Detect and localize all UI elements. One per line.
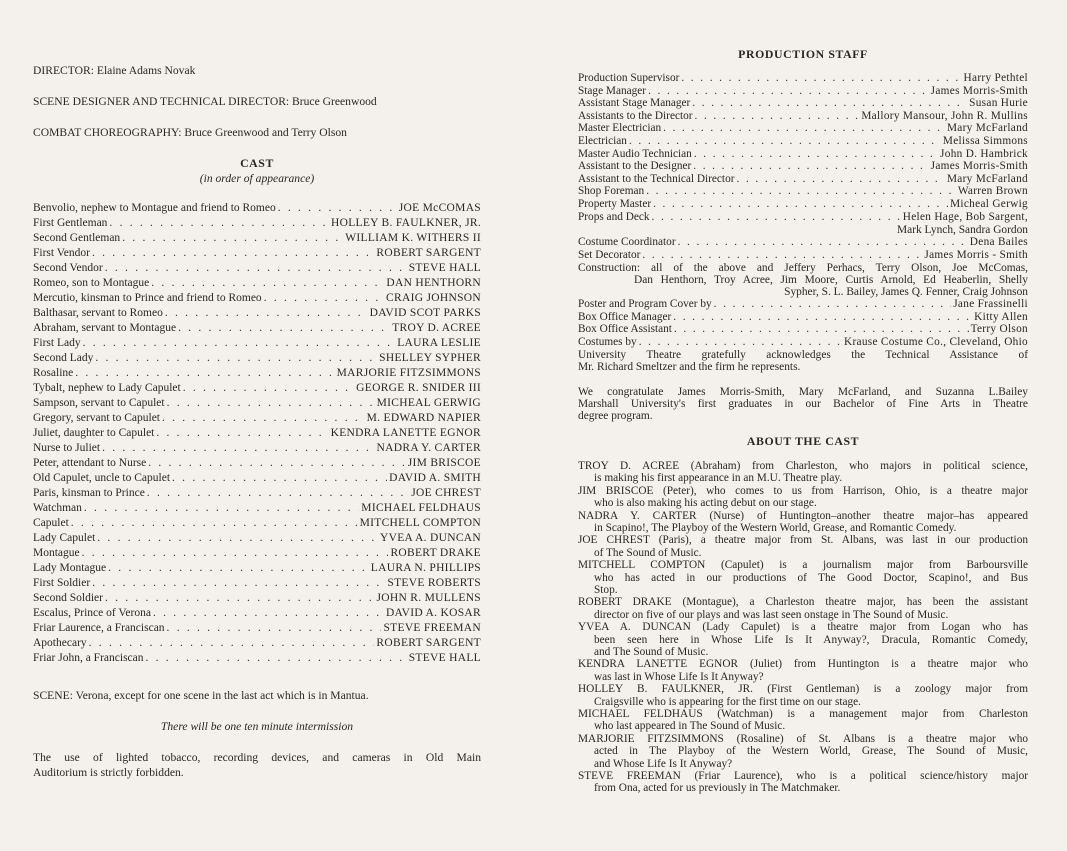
cast-bio-line: JOE CHREST (Paris), a theatre major from St. Albans, was last in our production bbox=[578, 534, 1028, 547]
dot-leader bbox=[167, 622, 382, 634]
staff-name: Susan Hurie bbox=[969, 97, 1028, 110]
staff-row bbox=[578, 160, 1028, 173]
staff-row bbox=[578, 110, 1028, 123]
cast-actor: MITCHELL COMPTON bbox=[359, 517, 481, 529]
cast-role: Nurse to Juliet bbox=[33, 442, 101, 454]
cast-row bbox=[33, 232, 481, 247]
staff-name: Helen Hage, Bob Sargent, bbox=[902, 210, 1028, 223]
cast-role: Old Capulet, uncle to Capulet bbox=[33, 472, 171, 484]
dot-leader bbox=[146, 652, 407, 664]
cast-role: Second Lady bbox=[33, 352, 94, 364]
cast-actor: DAVID A. SMITH bbox=[389, 472, 481, 484]
cast-row bbox=[33, 517, 481, 532]
staff-name: Warren Brown bbox=[957, 185, 1028, 198]
cast-bio-line: NADRA Y. CARTER (Nurse) of Huntington–another theatre major–has appeared bbox=[578, 509, 1028, 522]
cast-role: Tybalt, nephew to Lady Capulet bbox=[33, 382, 181, 394]
staff-row bbox=[578, 311, 1028, 324]
dot-leader bbox=[264, 292, 384, 304]
cast-role: Montague bbox=[33, 547, 80, 559]
dot-leader bbox=[95, 352, 377, 364]
staff-role: Props and Deck bbox=[578, 210, 650, 223]
dot-leader bbox=[737, 173, 945, 185]
cast-role: Lady Montague bbox=[33, 562, 107, 574]
cast-role: Romeo, son to Montague bbox=[33, 277, 150, 289]
cast-bio-line: TROY D. ACREE (Abraham) from Charleston, who majors in political science, bbox=[578, 460, 1028, 472]
dot-leader bbox=[92, 247, 374, 259]
staff-role: Set Decorator bbox=[578, 248, 641, 261]
cast-bio bbox=[578, 658, 1028, 683]
cast-actor: M. EDWARD NAPIER bbox=[366, 412, 481, 424]
staff-row bbox=[578, 298, 1028, 311]
cast-bio-line: STEVE FREEMAN (Friar Laurence), who is a political science/history major bbox=[578, 770, 1028, 782]
dot-leader bbox=[674, 323, 969, 335]
cast-bio-line: who last appeared in The Sound of Music. bbox=[594, 720, 786, 733]
cast-bio-line: JIM BRISCOE (Peter), who comes to us from Harrison, Ohio, is a theatre major bbox=[578, 484, 1028, 497]
dot-leader bbox=[646, 185, 956, 197]
cast-bio-line: KENDRA LANETTE EGNOR (Juliet) from Huntington is a theatre major who bbox=[578, 658, 1028, 671]
staff-role: Shop Foreman bbox=[578, 185, 645, 198]
cast-row bbox=[33, 427, 481, 442]
staff-name: Mary McFarland bbox=[946, 172, 1028, 185]
cast-role: Second Vendor bbox=[33, 262, 103, 274]
staff-role: Property Master bbox=[578, 197, 652, 210]
cast-bio-line: in Scapino!, The Playboy of the Western World, Grease, and Romantic Comedy. bbox=[594, 522, 957, 534]
dot-leader bbox=[663, 122, 945, 134]
cast-actor: CRAIG JOHNSON bbox=[386, 292, 481, 304]
cast-role: Apothecary bbox=[33, 637, 87, 649]
cast-bio-line: and The Sound of Music. bbox=[594, 646, 709, 658]
cast-actor: STEVE HALL bbox=[408, 652, 481, 664]
director-line: DIRECTOR: Elaine Adams Novak bbox=[33, 64, 196, 77]
staff-row bbox=[578, 85, 1028, 98]
staff-name: Kitty Allen bbox=[974, 310, 1028, 323]
cast-role: First Soldier bbox=[33, 577, 91, 589]
cast-row bbox=[33, 577, 481, 592]
cast-bio-line: Craigsville who is appearing for the first time on our stage. bbox=[594, 695, 861, 708]
cast-actor: STEVE FREEMAN bbox=[383, 622, 481, 634]
cast-subheading: (in order of appearance) bbox=[199, 172, 315, 185]
staff-name: Jane Frassinelli bbox=[953, 298, 1028, 310]
cast-bio-line: been seen here in Whose Life Is It Anyway?, Dracula, Romantic Comedy, bbox=[594, 633, 1028, 646]
cast-bio bbox=[578, 621, 1028, 658]
dot-leader bbox=[165, 307, 368, 319]
staff-name: Mallory Mansour, John R. Mullins bbox=[861, 109, 1028, 122]
cast-bio bbox=[578, 596, 1028, 621]
cast-bio-line: who is also making his acting debut on our stage. bbox=[594, 497, 817, 510]
staff-name: Mary McFarland bbox=[946, 122, 1028, 135]
scene-line: SCENE: Verona, except for one scene in the last act which is in Mantua. bbox=[33, 689, 369, 702]
cast-row bbox=[33, 652, 481, 667]
cast-bio-line: and Whose Life Is It Anyway? bbox=[594, 757, 733, 770]
cast-actor: KENDRA LANETTE EGNOR bbox=[330, 427, 481, 439]
staff-role: Box Office Assistant bbox=[578, 323, 672, 336]
intermission-line: There will be one ten minute intermission bbox=[160, 720, 354, 733]
dot-leader bbox=[714, 298, 952, 310]
staff-row bbox=[578, 135, 1028, 148]
staff-row bbox=[578, 173, 1028, 186]
dot-leader bbox=[71, 517, 358, 529]
cast-actor: DAVID A. KOSAR bbox=[385, 607, 481, 619]
cast-actor: MARJORIE FITZSIMMONS bbox=[336, 367, 481, 379]
staff-list-2 bbox=[578, 236, 1028, 261]
cast-role: Second Gentleman bbox=[33, 232, 121, 244]
cast-row bbox=[33, 592, 481, 607]
dot-leader bbox=[167, 397, 375, 409]
staff-row bbox=[578, 122, 1028, 135]
cast-bio-line: HOLLEY B. FAULKNER, JR. (First Gentleman) is a zoology major from bbox=[578, 683, 1028, 696]
cast-row bbox=[33, 502, 481, 517]
dot-leader bbox=[639, 336, 842, 348]
dot-leader bbox=[178, 322, 390, 334]
cast-row bbox=[33, 412, 481, 427]
dot-leader bbox=[147, 487, 409, 499]
cast-actor: WILLIAM K. WITHERS II bbox=[345, 232, 481, 244]
cast-role: Friar John, a Franciscan bbox=[33, 652, 144, 664]
staff-name: James Morris-Smith bbox=[930, 160, 1028, 173]
cast-row bbox=[33, 397, 481, 412]
notice-line-2: Auditorium is strictly forbidden. bbox=[33, 766, 184, 779]
dot-leader bbox=[653, 198, 948, 210]
cast-actor: YVEA A. DUNCAN bbox=[380, 532, 481, 544]
cast-row bbox=[33, 382, 481, 397]
cast-role: Friar Laurence, a Franciscan bbox=[33, 622, 165, 634]
staff-role: Master Audio Technician bbox=[578, 147, 692, 160]
cast-bio bbox=[578, 460, 1028, 485]
dot-leader bbox=[105, 262, 407, 274]
cast-bio bbox=[578, 770, 1028, 795]
dot-leader bbox=[652, 211, 901, 223]
staff-role: Costume Coordinator bbox=[578, 236, 676, 248]
cast-role: Second Soldier bbox=[33, 592, 103, 604]
dot-leader bbox=[153, 607, 384, 619]
staff-row bbox=[578, 236, 1028, 249]
dot-leader bbox=[109, 217, 329, 229]
cast-role: Sampson, servant to Capulet bbox=[33, 397, 165, 409]
cast-actor: STEVE ROBERTS bbox=[387, 577, 481, 589]
staff-name: Dena Bailes bbox=[969, 236, 1028, 248]
staff-role: Costumes by bbox=[578, 335, 637, 348]
scene-designer-line: SCENE DESIGNER AND TECHNICAL DIRECTOR: Bruce Greenwood bbox=[33, 95, 377, 108]
congrats-line-3: degree program. bbox=[578, 410, 653, 422]
staff-name: Terry Olson bbox=[970, 323, 1028, 336]
dot-leader bbox=[108, 562, 369, 574]
dot-leader bbox=[673, 311, 972, 323]
cast-bio bbox=[578, 559, 1028, 596]
cast-row bbox=[33, 307, 481, 322]
cast-role: Lady Capulet bbox=[33, 532, 96, 544]
cast-row bbox=[33, 202, 481, 217]
cast-role: Watchman bbox=[33, 502, 82, 514]
cast-row bbox=[33, 472, 481, 487]
cast-row bbox=[33, 457, 481, 472]
cast-row bbox=[33, 277, 481, 292]
staff-name: Harry Pethtel bbox=[963, 72, 1028, 84]
staff-role: Poster and Program Cover by bbox=[578, 298, 712, 310]
cast-bio bbox=[578, 485, 1028, 510]
cast-row bbox=[33, 247, 481, 262]
staff-row bbox=[578, 336, 1028, 349]
cast-bio-line: director on five of our plays and was last seen onstage in The Sound of Music. bbox=[594, 608, 949, 621]
cast-actor: LAURA N. PHILLIPS bbox=[370, 562, 481, 574]
staff-row bbox=[578, 249, 1028, 262]
dot-leader bbox=[183, 382, 354, 394]
cast-actor: SHELLEY SYPHER bbox=[379, 352, 481, 364]
cast-role: First Vendor bbox=[33, 247, 90, 259]
cast-row bbox=[33, 532, 481, 547]
staff-name: Melissa Simmons bbox=[942, 134, 1028, 147]
cast-bio bbox=[578, 733, 1028, 770]
dot-leader bbox=[151, 277, 384, 289]
cast-actor: JOE McCOMAS bbox=[398, 202, 481, 214]
dot-leader bbox=[692, 97, 967, 109]
dot-leader bbox=[629, 135, 941, 147]
dot-leader bbox=[156, 427, 328, 439]
cast-bio-line: ROBERT DRAKE (Montague), a Charleston theatre major, has been the assistant bbox=[578, 596, 1028, 609]
cast-role: Abraham, servant to Montague bbox=[33, 322, 177, 334]
cast-role: Peter, attendant to Nurse bbox=[33, 457, 147, 469]
cast-role: First Gentleman bbox=[33, 217, 108, 229]
cast-row bbox=[33, 292, 481, 307]
dot-leader bbox=[695, 110, 860, 122]
cast-actor: NADRA Y. CARTER bbox=[376, 442, 481, 454]
staff-name: Krause Costume Co., Cleveland, Ohio bbox=[843, 335, 1028, 348]
dot-leader bbox=[97, 532, 378, 544]
staff-role: Stage Manager bbox=[578, 84, 647, 97]
cast-row bbox=[33, 367, 481, 382]
cast-row bbox=[33, 217, 481, 232]
dot-leader bbox=[89, 637, 375, 649]
cast-row bbox=[33, 607, 481, 622]
cast-actor: JOHN R. MULLENS bbox=[376, 592, 481, 604]
props-continued: Mark Lynch, Sandra Gordon bbox=[897, 224, 1028, 236]
notice-line-1: The use of lighted tobacco, recording devices, and cameras in Old Main bbox=[33, 751, 481, 764]
staff-name: Micheal Gerwig bbox=[950, 197, 1028, 210]
cast-actor: STEVE HALL bbox=[408, 262, 481, 274]
congrats-line-1: We congratulate James Morris-Smith, Mary McFarland, and Suzanna L.Bailey bbox=[578, 386, 1028, 398]
staff-role: Production Supervisor bbox=[578, 72, 680, 84]
cast-actor: GEORGE R. SNIDER III bbox=[356, 382, 481, 394]
cast-bio-line: MITCHELL COMPTON (Capulet) is a journalism major from Barboursville bbox=[578, 559, 1028, 572]
cast-actor: MICHAEL FELDHAUS bbox=[361, 502, 481, 514]
cast-row bbox=[33, 622, 481, 637]
construction-line-2: Dan Henthorn, Troy Acree, Jim Moore, Curtis Arnold, Ed Heaberlin, Shelly bbox=[634, 274, 1028, 286]
cast-actor: JIM BRISCOE bbox=[407, 457, 481, 469]
cast-actor: DAN HENTHORN bbox=[386, 277, 481, 289]
dot-leader bbox=[82, 547, 389, 559]
ack-line-1: University Theatre gratefully acknowledges the Technical Assistance of bbox=[578, 349, 1028, 361]
dot-leader bbox=[693, 160, 928, 172]
cast-bio bbox=[578, 534, 1028, 559]
cast-bio-line: YVEA A. DUNCAN (Lady Capulet) is a theatre major from Logan who has bbox=[578, 621, 1028, 634]
cast-role: Escalus, Prince of Verona bbox=[33, 607, 151, 619]
cast-row bbox=[33, 487, 481, 502]
staff-name: James Morris-Smith bbox=[930, 84, 1028, 97]
staff-role: Assistant Stage Manager bbox=[578, 97, 691, 110]
cast-role: Gregory, servant to Capulet bbox=[33, 412, 160, 424]
dot-leader bbox=[278, 202, 397, 214]
cast-role: Capulet bbox=[33, 517, 69, 529]
staff-list bbox=[578, 72, 1028, 223]
dot-leader bbox=[148, 457, 405, 469]
dot-leader bbox=[75, 367, 334, 379]
ack-line-2: Mr. Richard Smeltzer and the firm he represents. bbox=[578, 361, 801, 373]
cast-row bbox=[33, 262, 481, 277]
cast-actor: ROBERT SARGENT bbox=[376, 247, 481, 259]
cast-actor: ROBERT SARGENT bbox=[376, 637, 481, 649]
staff-list-3 bbox=[578, 298, 1028, 348]
congrats-line-2: Marshall University's first graduates in our Bachelor of Fine Arts in Theatre bbox=[578, 398, 1028, 410]
dot-leader bbox=[681, 72, 961, 84]
cast-row bbox=[33, 547, 481, 562]
dot-leader bbox=[102, 442, 374, 454]
staff-row bbox=[578, 97, 1028, 110]
cast-row bbox=[33, 562, 481, 577]
cast-row bbox=[33, 322, 481, 337]
construction-line-1: Construction: all of the above and Jeffery Perhacs, Terry Olson, Joe McComas, bbox=[578, 262, 1028, 274]
cast-role: Rosaline bbox=[33, 367, 74, 379]
cast-role: First Lady bbox=[33, 337, 81, 349]
staff-role: Assistant to the Designer bbox=[578, 160, 692, 173]
cast-actor: JOE CHREST bbox=[411, 487, 481, 499]
cast-actor: MICHEAL GERWIG bbox=[376, 397, 481, 409]
cast-actor: ROBERT DRAKE bbox=[390, 547, 481, 559]
cast-bio-line: who has acted in our productions of The Good Doctor, Scapino!, and Bus bbox=[594, 571, 1028, 584]
dot-leader bbox=[642, 249, 922, 261]
cast-row bbox=[33, 442, 481, 457]
cast-actor: HOLLEY B. FAULKNER, JR. bbox=[330, 217, 481, 229]
dot-leader bbox=[122, 232, 343, 244]
combat-line: COMBAT CHOREOGRAPHY: Bruce Greenwood and Terry Olson bbox=[33, 126, 347, 139]
cast-bio-line: MICHAEL FELDHAUS (Watchman) is a management major from Charleston bbox=[578, 708, 1028, 720]
cast-actor: LAURA LESLIE bbox=[397, 337, 481, 349]
cast-list bbox=[33, 202, 481, 667]
cast-bio-line: was last in Whose Life Is It Anyway? bbox=[594, 670, 764, 683]
cast-actor: DAVID SCOT PARKS bbox=[369, 307, 481, 319]
cast-row bbox=[33, 352, 481, 367]
dot-leader bbox=[694, 148, 938, 160]
dot-leader bbox=[172, 472, 387, 484]
about-cast-heading: ABOUT THE CAST bbox=[746, 434, 860, 448]
dot-leader bbox=[648, 85, 929, 97]
cast-row bbox=[33, 337, 481, 352]
cast-bio bbox=[578, 708, 1028, 733]
staff-row bbox=[578, 211, 1028, 224]
staff-role: Box Office Manager bbox=[578, 310, 672, 323]
cast-role: Balthasar, servant to Romeo bbox=[33, 307, 163, 319]
construction-line-3: Sypher, S. L. Bailey, James Q. Fenner, Craig Johnson bbox=[784, 286, 1028, 298]
production-staff-heading: PRODUCTION STAFF bbox=[738, 47, 868, 61]
cast-bio-line: from Ona, acted for us previously in The Matchmaker. bbox=[594, 782, 841, 795]
dot-leader bbox=[105, 592, 375, 604]
cast-bio bbox=[578, 683, 1028, 708]
dot-leader bbox=[84, 502, 359, 514]
staff-row bbox=[578, 323, 1028, 336]
staff-name: James Morris - Smith bbox=[924, 248, 1028, 261]
cast-role: Paris, kinsman to Prince bbox=[33, 487, 145, 499]
cast-bio-line: Stop. bbox=[594, 584, 618, 596]
dot-leader bbox=[678, 236, 968, 248]
cast-bio-line: of The Sound of Music. bbox=[594, 546, 702, 559]
cast-role: Benvolio, nephew to Montague and friend to Romeo bbox=[33, 202, 276, 214]
cast-role: Mercutio, kinsman to Prince and friend to Romeo bbox=[33, 292, 262, 304]
staff-row bbox=[578, 148, 1028, 161]
dot-leader bbox=[83, 337, 396, 349]
staff-name: John D. Hambrick bbox=[940, 147, 1028, 160]
dot-leader bbox=[92, 577, 385, 589]
cast-row bbox=[33, 637, 481, 652]
staff-row bbox=[578, 185, 1028, 198]
staff-row bbox=[578, 72, 1028, 85]
cast-bio-line: MARJORIE FITZSIMMONS (Rosaline) of St. Albans is a theatre major who bbox=[578, 732, 1028, 745]
cast-role: Juliet, daughter to Capulet bbox=[33, 427, 155, 439]
staff-row bbox=[578, 198, 1028, 211]
cast-heading: CAST bbox=[240, 156, 274, 170]
staff-role: Master Electrician bbox=[578, 122, 662, 135]
cast-bio-line: is making his first appearance in an M.U. Theatre play. bbox=[594, 472, 843, 485]
cast-bio-line: acted in The Playboy of the Western World, Grease, The Sound of Music, bbox=[594, 745, 1028, 758]
staff-role: Assistants to the Director bbox=[578, 109, 693, 122]
cast-actor: TROY D. ACREE bbox=[392, 322, 481, 334]
staff-role: Electrician bbox=[578, 134, 627, 147]
cast-bio bbox=[578, 510, 1028, 535]
staff-role: Assistant to the Technical Director bbox=[578, 172, 735, 185]
dot-leader bbox=[162, 412, 365, 424]
